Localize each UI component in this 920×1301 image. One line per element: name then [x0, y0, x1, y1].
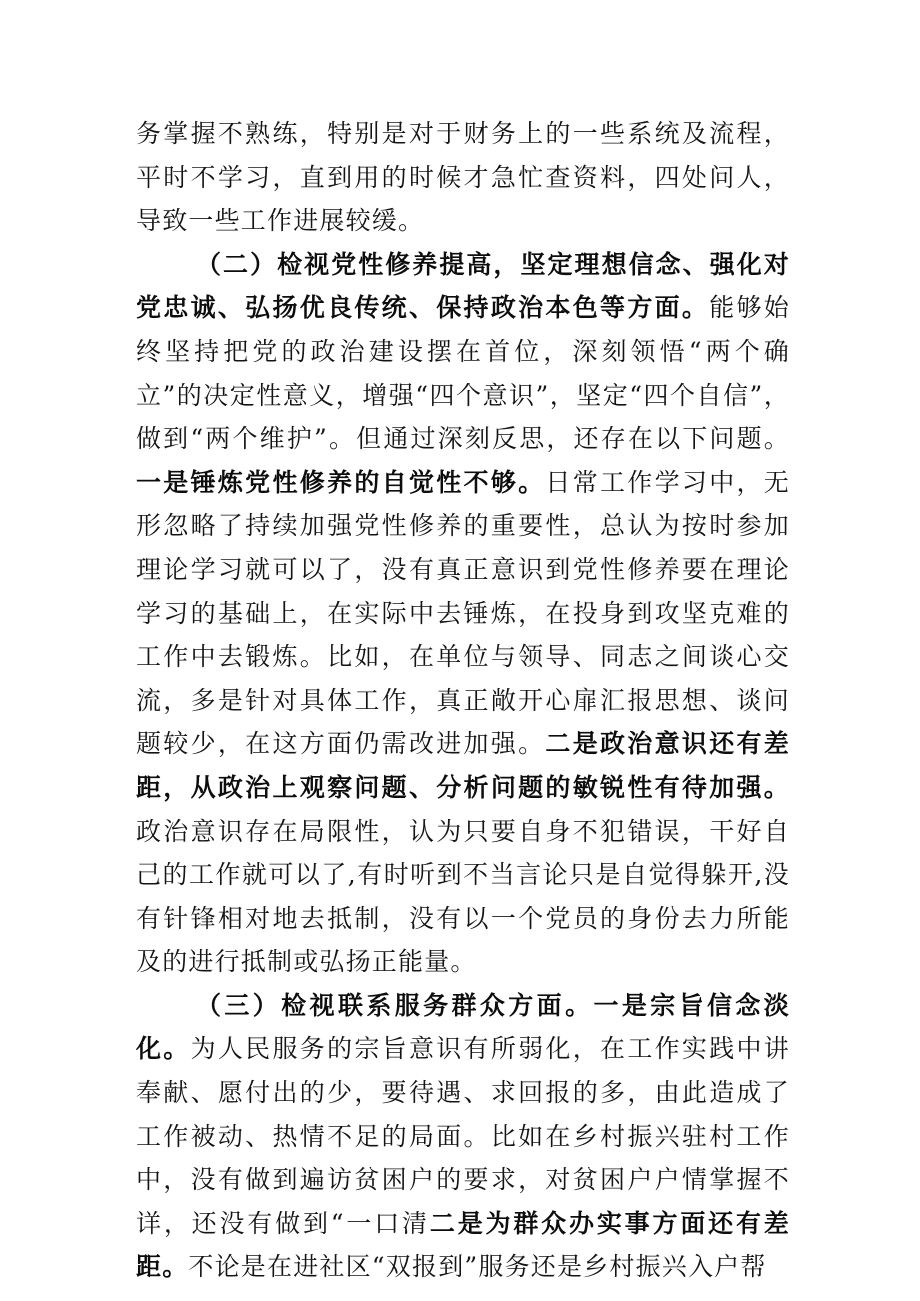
- bold-point-two: 二是为群众办实事方面还有差距。: [136, 1208, 790, 1282]
- text-segment: 不论是在进社区“双报到”服务还是乡村振兴入户帮: [188, 1252, 767, 1282]
- paragraph-continuation: [136, 112, 790, 243]
- text-segment: 为人民服务的宗旨意识有所弱化，在工作实践中讲奉献、愿付出的少，要待遇、求回报的多，由此造成了工作被动、热情不足的局面。比如在乡村振兴驻村工作中，没有做到遍访贫困户的要求，对贫困户户情掌握不详，还没有做到“一口清: [136, 1034, 790, 1238]
- text-segment: 日常工作学习中，无形忽略了持续加强党性修养的重要性，总认为按时参加理论学习就可以了，没有真正意识到党性修养要在理论学习的基础上，在实际中去锤炼，在投身到攻坚克难的工作中去锻炼。比如，在单位与领导、同志之间谈心交流，多是针对具体工作，真正敞开心扉汇报思想、谈问题较少，在这方面仍需改进加强。: [136, 467, 790, 759]
- bold-point-two: 二是政治意识还有差距，从政治上观察问题、分析问题的敏锐性有待加强。: [136, 729, 790, 802]
- paragraph-section-two: [136, 243, 790, 984]
- document-body: [136, 112, 790, 1289]
- bold-point-one: 一是锤炼党性修养的自觉性不够。: [136, 467, 546, 497]
- text-segment: 政治意识存在局限性，认为只要自身不犯错误，干好自己的工作就可以了,有时听到不当言论只是自觉得躲开,没有针锋相对地去抵制，没有以一个党员的身份去力所能及的进行抵制或弘扬正能量。: [136, 816, 790, 977]
- text-segment: 务掌握不熟练，特别是对于财务上的一些系统及流程，平时不学习，直到用的时候才急忙查资料，四处问人，导致一些工作进展较缓。: [136, 119, 790, 236]
- paragraph-section-three: [136, 984, 790, 1289]
- section-heading-three: （三）检视联系服务群众方面。一是宗旨信念淡化。: [136, 990, 790, 1064]
- text-segment: 能够始终坚持把党的政治建设摆在首位，深刻领悟“两个确立”的决定性意义，增强“四个意识”，坚定“四个自信”，做到“两个维护”。但通过深刻反思，还存在以下问题。: [136, 293, 790, 454]
- section-heading-two: （二）检视党性修养提高，坚定理想信念、强化对党忠诚、弘扬优良传统、保持政治本色等方面。: [136, 249, 790, 323]
